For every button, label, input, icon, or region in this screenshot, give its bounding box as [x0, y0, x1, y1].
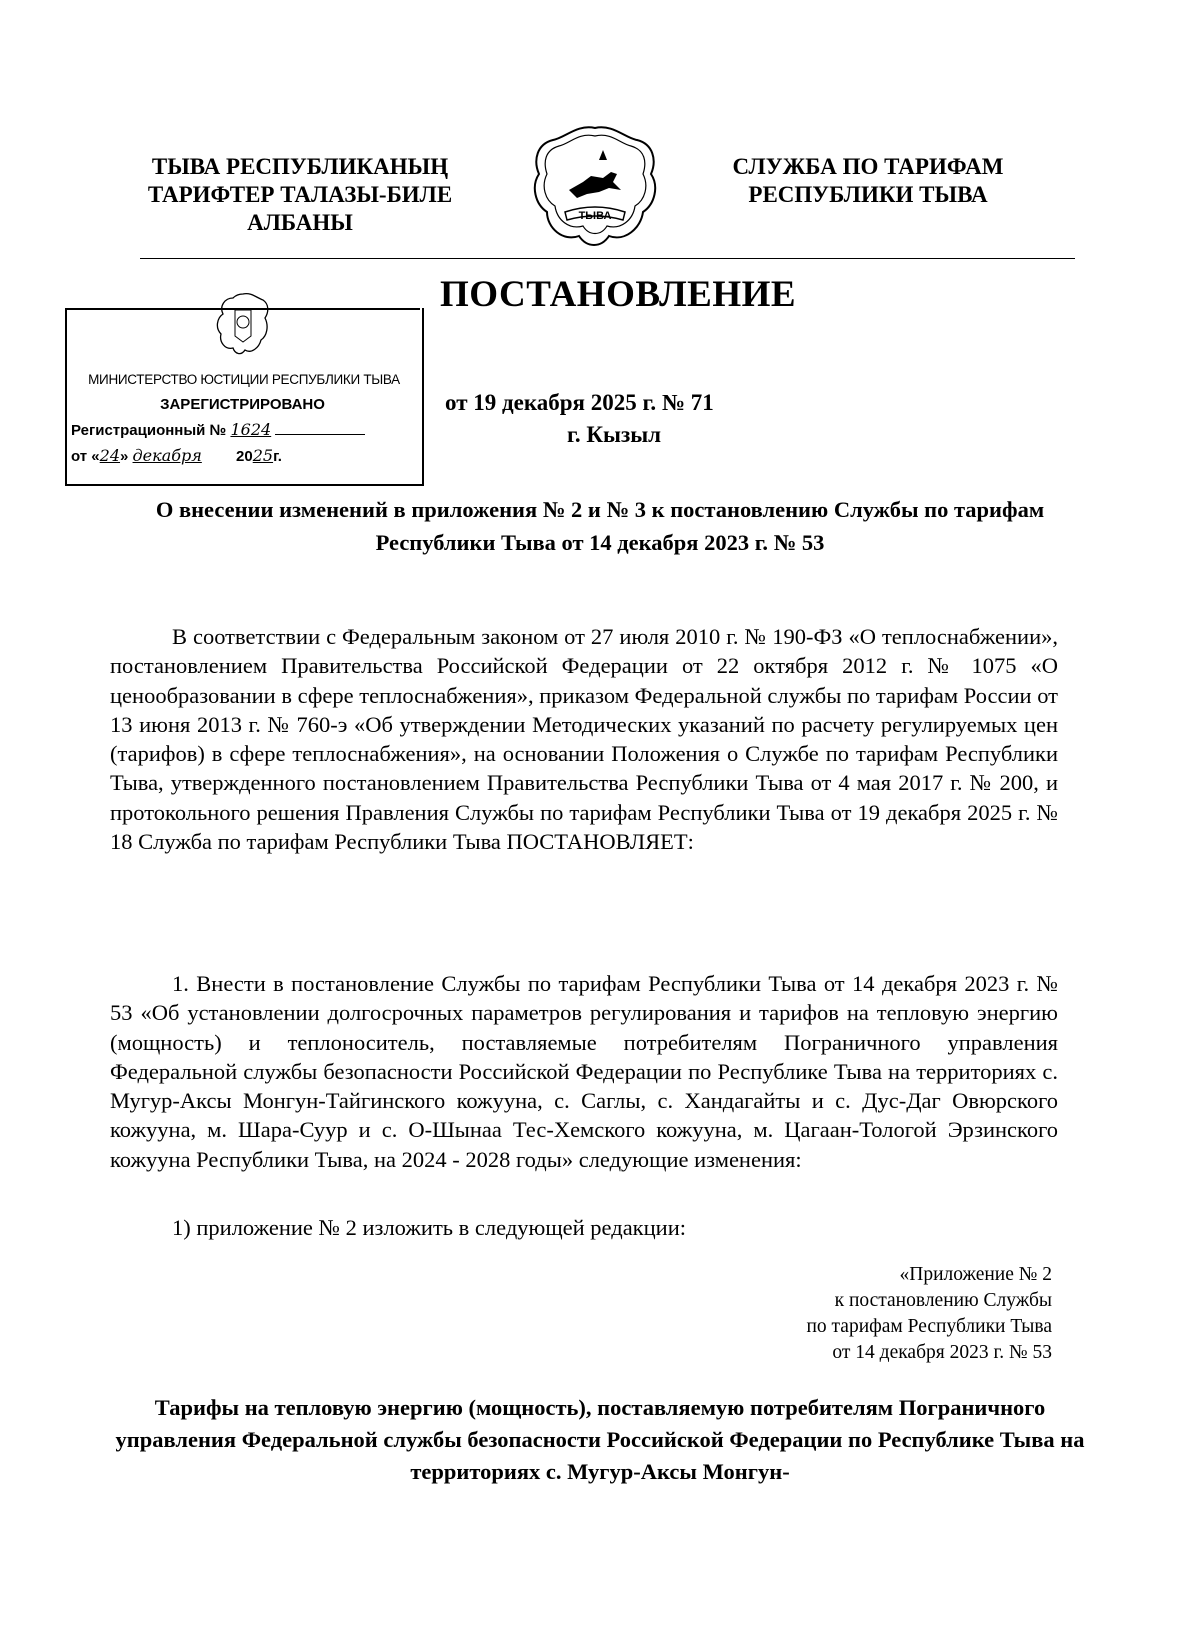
appendix-line: к постановлению Службы [834, 1290, 1052, 1311]
stamp-date-month: декабря [132, 446, 202, 465]
doc-type-title: ПОСТАНОВЛЕНИЕ [440, 274, 797, 315]
point-1-paragraph: 1. Внести в постановление Службы по тарифам Республики Тыва от 14 декабря 2023 г. № 53 «Об установлении долгосрочных параметров регулирования и тарифов на тепловую энергию (мощность) и теплоноситель, поставляемые потребителям Пограничного управления Федеральной службы безопасности Российской Федерации по Республике Тыва на территориях с. Мугур-Аксы Монгун-Тайгинского кожууна, с. Саглы, с. Хандагайты и с. Дус-Даг Овюрского кожууна, м. Шара-Суур и с. О-Шынаа Тес-Хемского кожууна, м. Цагаан-Тологой Эрзинского кожууна Республики Тыва, на 2024 - 2028 годы» следующие изменения: [110, 971, 1058, 1172]
appendix-line: от 14 декабря 2023 г. № 53 [832, 1342, 1052, 1363]
stamp-ministry: МИНИСТЕРСТВО ЮСТИЦИИ РЕСПУБЛИКИ ТЫВА [88, 372, 400, 387]
date-block [445, 387, 714, 451]
header-left-line: ТЫВА РЕСПУБЛИКАНЫҢ [151, 154, 449, 179]
appendix-line: «Приложение № 2 [899, 1264, 1052, 1285]
header-right-line: СЛУЖБА ПО ТАРИФАМ [732, 154, 1004, 179]
stamp-date-prefix: от « [71, 448, 100, 465]
stamp-date-suffix: г. [273, 448, 282, 465]
doc-city: г. Кызыл [567, 422, 662, 447]
registration-stamp [65, 300, 425, 485]
stamp-date-year: 25 [252, 446, 274, 465]
stamp-registered: ЗАРЕГИСТРИРОВАНО [160, 396, 325, 413]
doc-subject: О внесении изменений в приложения № 2 и № 3 к постановлению Службы по тарифам Республики Тыва от 14 декабря 2023 г. № 53 [155, 497, 1045, 555]
preamble-paragraph: В соответствии с Федеральным законом от 27 июля 2010 г. № 190-ФЗ «О теплоснабжении», постановлением Правительства Российской Федерации от 22 октября 2012 г. № 1075 «О ценообразовании в сфере теплоснабжения», приказом Федеральной службы по тарифам России от 13 июня 2013 г. № 760-э «Об утверждении Методических указаний по расчету регулируемых цен (тарифов) в сфере теплоснабжения», на основании Положения о Службе по тарифам Республики Тыва, утвержденного постановлением Правительства Республики Тыва от 4 мая 2017 г. № 200, и протокольного решения Правления Службы по тарифам Республики Тыва от 19 декабря 2025 г. № 18 Служба по тарифам Республики Тыва ПОСТАНОВЛЯЕТ: [110, 624, 1058, 855]
header-right-org [718, 153, 1018, 209]
stamp-reg-number-label: Регистрационный № [71, 422, 227, 439]
appendix-reference [806, 1262, 1052, 1366]
subpoint-1: 1) приложение № 2 изложить в следующей редакции: [172, 1215, 686, 1240]
tariff-title: Тарифы на тепловую энергию (мощность), поставляемую потребителям Пограничного управления Федеральной службы безопасности Российской Федерации по Республике Тыва на территориях с. Мугур-Аксы Монгун- [115, 1395, 1085, 1484]
header-left-line: ТАРИФТЕР ТАЛАЗЫ-БИЛЕ [147, 182, 453, 207]
stamp-date [71, 446, 282, 465]
stamp-date-day: 24 [99, 446, 121, 465]
stamp-reg-number [71, 420, 365, 439]
appendix-line: по тарифам Республики Тыва [806, 1316, 1052, 1337]
header-divider [140, 258, 1075, 259]
header-left-line: АЛБАНЫ [247, 210, 353, 235]
tuva-emblem [525, 120, 665, 250]
stamp-reg-number-value: 1624 [230, 420, 272, 439]
emblem-icon [525, 120, 665, 250]
stamp-emblem-icon [215, 290, 271, 360]
header-right-line: РЕСПУБЛИКИ ТЫВА [748, 182, 988, 207]
emblem-label: ТЫВА [578, 210, 612, 222]
stamp-date-mid: » [120, 448, 133, 465]
header-left-org [140, 153, 460, 237]
doc-date-number: от 19 декабря 2025 г. № 71 [445, 390, 714, 415]
stamp-date-year-prefix: 20 [236, 448, 253, 465]
